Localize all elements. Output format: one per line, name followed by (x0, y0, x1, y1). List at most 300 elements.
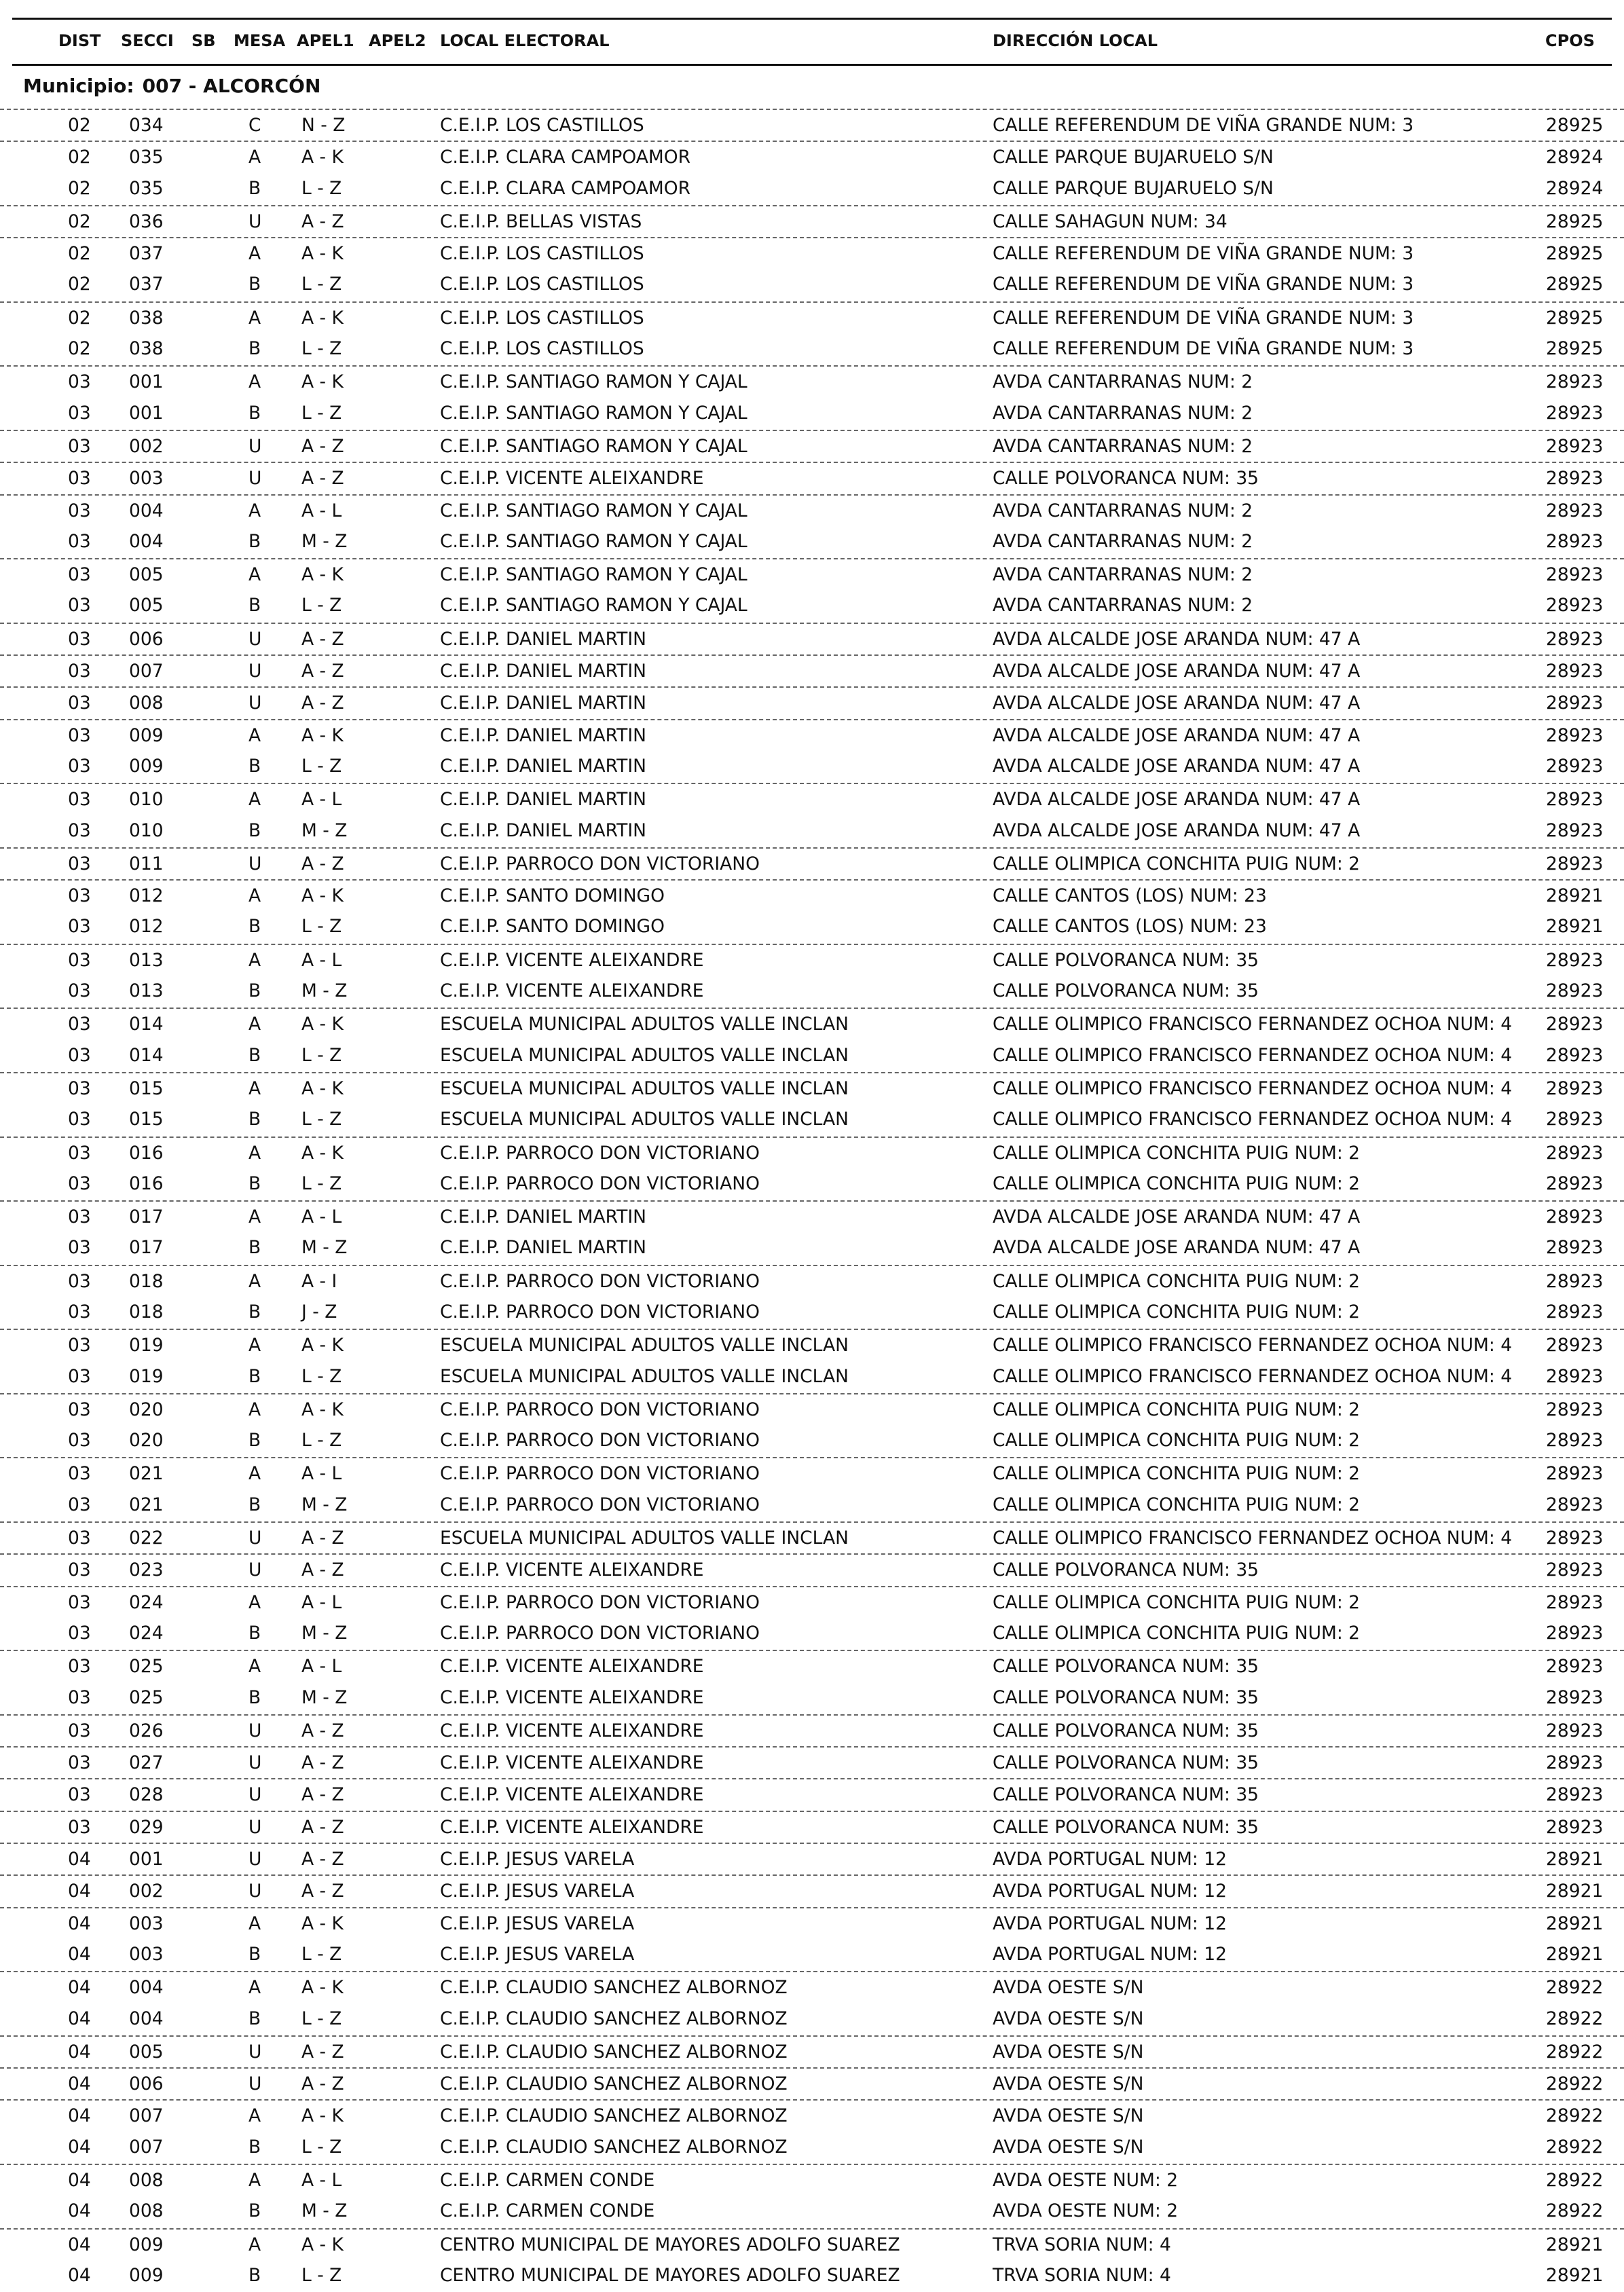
cell-direccion: CALLE OLIMPICO FRANCISCO FERNANDEZ OCHOA NUM: 4 (993, 1014, 1513, 1035)
cell-local: C.E.I.P. DANIEL MARTIN (440, 692, 646, 714)
cell-secci: 037 (129, 243, 164, 265)
cell-direccion: CALLE REFERENDUM DE VIÑA GRANDE NUM: 3 (993, 274, 1414, 295)
cell-secci: 034 (129, 115, 164, 136)
cell-secci: 024 (129, 1622, 164, 1644)
cell-secci: 004 (129, 2008, 164, 2029)
cell-apel1: A - L (301, 2170, 342, 2191)
cell-dist: 03 (68, 949, 91, 971)
cell-cpos: 28923 (1546, 500, 1604, 521)
table-row (0, 2099, 1624, 2131)
cell-secci: 001 (129, 1849, 164, 1870)
cell-secci: 009 (129, 755, 164, 777)
cell-apel1: A - K (301, 564, 344, 586)
table-row (0, 462, 1624, 494)
table-row (0, 365, 1624, 397)
cell-cpos: 28923 (1546, 1784, 1604, 1806)
cell-sb: B (248, 1301, 261, 1323)
cell-secci: 016 (129, 1172, 164, 1194)
cell-cpos: 28923 (1546, 628, 1604, 650)
cell-secci: 016 (129, 1142, 164, 1164)
cell-cpos: 28925 (1546, 338, 1604, 360)
cell-cpos: 28923 (1546, 949, 1604, 971)
table-row (0, 2003, 1624, 2035)
cell-secci: 011 (129, 853, 164, 874)
cell-apel1: L - Z (301, 595, 342, 616)
cell-direccion: CALLE OLIMPICA CONCHITA PUIG NUM: 2 (993, 1622, 1361, 1644)
header-apel2: APEL2 (369, 31, 426, 50)
cell-direccion: AVDA OESTE NUM: 2 (993, 2170, 1179, 2191)
cell-secci: 023 (129, 1559, 164, 1581)
cell-cpos: 28923 (1546, 1044, 1604, 1066)
table-row (0, 237, 1624, 269)
cell-apel1: M - Z (301, 530, 348, 552)
cell-dist: 03 (68, 1014, 91, 1035)
cell-local: C.E.I.P. PARROCO DON VICTORIANO (440, 1494, 760, 1515)
cell-local: C.E.I.P. DANIEL MARTIN (440, 1237, 646, 1259)
cell-local: C.E.I.P. CLAUDIO SANCHEZ ALBORNOZ (440, 2041, 788, 2063)
cell-cpos: 28923 (1546, 1720, 1604, 1741)
cell-apel1: A - K (301, 1912, 344, 1934)
table-row (0, 109, 1624, 141)
cell-apel1: L - Z (301, 1044, 342, 1066)
cell-sb: U (248, 1720, 262, 1741)
cell-cpos: 28922 (1546, 1977, 1604, 1999)
cell-sb: B (248, 1430, 261, 1452)
cell-cpos: 28923 (1546, 1142, 1604, 1164)
header-rule (12, 64, 1612, 66)
cell-apel1: A - L (301, 1463, 342, 1485)
cell-apel1: L - Z (301, 338, 342, 360)
cell-apel1: A - K (301, 1077, 344, 1099)
cell-secci: 004 (129, 1977, 164, 1999)
cell-secci: 038 (129, 307, 164, 329)
cell-direccion: AVDA OESTE S/N (993, 2041, 1144, 2063)
cell-secci: 005 (129, 564, 164, 586)
table-row (0, 494, 1624, 526)
table-row (0, 398, 1624, 430)
table-header (0, 29, 1624, 53)
cell-cpos: 28923 (1546, 1077, 1604, 1099)
cell-secci: 009 (129, 2264, 164, 2286)
cell-secci: 001 (129, 371, 164, 393)
cell-sb: A (248, 307, 261, 329)
table-row (0, 1521, 1624, 1553)
table-row (0, 1714, 1624, 1746)
cell-cpos: 28923 (1546, 1172, 1604, 1194)
cell-sb: A (248, 1077, 261, 1099)
cell-direccion: CALLE PARQUE BUJARUELO S/N (993, 177, 1274, 199)
cell-local: ESCUELA MUNICIPAL ADULTOS VALLE INCLAN (440, 1365, 849, 1387)
table-row (0, 1778, 1624, 1810)
cell-direccion: AVDA ALCALDE JOSE ARANDA NUM: 47 A (993, 789, 1361, 811)
cell-dist: 02 (68, 243, 91, 265)
cell-local: C.E.I.P. LOS CASTILLOS (440, 307, 644, 329)
cell-sb: U (248, 853, 262, 874)
cell-local: C.E.I.P. VICENTE ALEIXANDRE (440, 1784, 704, 1806)
cell-secci: 009 (129, 724, 164, 746)
cell-sb: U (248, 1784, 262, 1806)
cell-sb: B (248, 2136, 261, 2158)
cell-apel1: A - K (301, 2105, 344, 2127)
cell-apel1: A - Z (301, 210, 344, 232)
cell-dist: 03 (68, 1365, 91, 1387)
cell-sb: B (248, 2264, 261, 2286)
cell-dist: 03 (68, 1656, 91, 1678)
cell-direccion: CALLE POLVORANCA NUM: 35 (993, 949, 1259, 971)
table-row (0, 1393, 1624, 1425)
cell-cpos: 28923 (1546, 1463, 1604, 1485)
cell-direccion: TRVA SORIA NUM: 4 (993, 2234, 1171, 2255)
cell-secci: 018 (129, 1270, 164, 1292)
table-row (0, 2260, 1624, 2292)
cell-sb: U (248, 661, 262, 682)
cell-dist: 03 (68, 853, 91, 874)
cell-sb: A (248, 1270, 261, 1292)
cell-apel1: A - Z (301, 1720, 344, 1741)
header-cpos: CPOS (1545, 31, 1595, 50)
cell-apel1: A - Z (301, 2041, 344, 2063)
cell-apel1: M - Z (301, 980, 348, 1002)
table-body (0, 109, 1624, 2292)
cell-direccion: AVDA PORTUGAL NUM: 12 (993, 1849, 1227, 1870)
table-row (0, 1843, 1624, 1874)
cell-sb: B (248, 1686, 261, 1708)
cell-cpos: 28921 (1546, 916, 1604, 938)
cell-direccion: AVDA PORTUGAL NUM: 12 (993, 1912, 1227, 1934)
table-row (0, 1104, 1624, 1136)
cell-apel1: A - Z (301, 1816, 344, 1838)
cell-cpos: 28921 (1546, 1943, 1604, 1965)
cell-local: ESCUELA MUNICIPAL ADULTOS VALLE INCLAN (440, 1014, 849, 1035)
cell-cpos: 28923 (1546, 853, 1604, 874)
cell-sb: B (248, 177, 261, 199)
cell-secci: 008 (129, 692, 164, 714)
cell-dist: 03 (68, 819, 91, 841)
cell-local: ESCUELA MUNICIPAL ADULTOS VALLE INCLAN (440, 1335, 849, 1356)
cell-cpos: 28923 (1546, 1014, 1604, 1035)
cell-sb: B (248, 1044, 261, 1066)
cell-local: C.E.I.P. PARROCO DON VICTORIANO (440, 1142, 760, 1164)
cell-sb: U (248, 1559, 262, 1581)
cell-local: C.E.I.P. DANIEL MARTIN (440, 628, 646, 650)
cell-dist: 04 (68, 2073, 91, 2095)
table-row (0, 944, 1624, 976)
cell-apel1: A - L (301, 789, 342, 811)
cell-local: C.E.I.P. DANIEL MARTIN (440, 661, 646, 682)
cell-local: C.E.I.P. PARROCO DON VICTORIANO (440, 1463, 760, 1485)
cell-apel1: A - Z (301, 1559, 344, 1581)
cell-secci: 020 (129, 1399, 164, 1420)
cell-apel1: L - Z (301, 2008, 342, 2029)
cell-sb: B (248, 530, 261, 552)
cell-dist: 03 (68, 468, 91, 489)
cell-apel1: A - Z (301, 1881, 344, 1902)
table-row (0, 1072, 1624, 1104)
cell-sb: U (248, 210, 262, 232)
cell-cpos: 28923 (1546, 371, 1604, 393)
cell-apel1: L - Z (301, 402, 342, 424)
cell-local: C.E.I.P. JESUS VARELA (440, 1943, 635, 1965)
cell-sb: U (248, 628, 262, 650)
cell-dist: 03 (68, 916, 91, 938)
table-row (0, 654, 1624, 686)
cell-dist: 03 (68, 1784, 91, 1806)
cell-direccion: CALLE REFERENDUM DE VIÑA GRANDE NUM: 3 (993, 115, 1414, 136)
cell-cpos: 28922 (1546, 2008, 1604, 2029)
cell-cpos: 28923 (1546, 530, 1604, 552)
cell-sb: A (248, 2234, 261, 2255)
cell-direccion: AVDA OESTE S/N (993, 2073, 1144, 2095)
table-row (0, 1425, 1624, 1457)
cell-apel1: A - K (301, 1977, 344, 1999)
cell-cpos: 28925 (1546, 210, 1604, 232)
cell-sb: U (248, 435, 262, 457)
cell-dist: 03 (68, 371, 91, 393)
cell-dist: 03 (68, 595, 91, 616)
table-row (0, 719, 1624, 751)
cell-secci: 025 (129, 1656, 164, 1678)
cell-secci: 022 (129, 1528, 164, 1549)
table-row (0, 1490, 1624, 1521)
cell-cpos: 28923 (1546, 595, 1604, 616)
cell-local: C.E.I.P. VICENTE ALEIXANDRE (440, 980, 704, 1002)
table-row (0, 2132, 1624, 2164)
cell-sb: B (248, 402, 261, 424)
cell-direccion: AVDA CANTARRANAS NUM: 2 (993, 402, 1253, 424)
cell-secci: 002 (129, 1881, 164, 1902)
cell-sb: A (248, 1463, 261, 1485)
cell-local: C.E.I.P. BELLAS VISTAS (440, 210, 642, 232)
table-row (0, 1650, 1624, 1682)
cell-secci: 009 (129, 2234, 164, 2255)
cell-apel1: L - Z (301, 274, 342, 295)
cell-apel1: A - K (301, 147, 344, 168)
cell-cpos: 28923 (1546, 1686, 1604, 1708)
cell-direccion: AVDA PORTUGAL NUM: 12 (993, 1881, 1227, 1902)
cell-cpos: 28923 (1546, 1109, 1604, 1130)
cell-secci: 010 (129, 819, 164, 841)
cell-apel1: A - K (301, 885, 344, 907)
cell-local: C.E.I.P. CLAUDIO SANCHEZ ALBORNOZ (440, 2073, 788, 2095)
cell-apel1: M - Z (301, 1237, 348, 1259)
cell-dist: 03 (68, 1142, 91, 1164)
cell-direccion: CALLE OLIMPICA CONCHITA PUIG NUM: 2 (993, 1463, 1361, 1485)
cell-direccion: CALLE POLVORANCA NUM: 35 (993, 468, 1259, 489)
cell-direccion: CALLE OLIMPICO FRANCISCO FERNANDEZ OCHOA NUM: 4 (993, 1335, 1513, 1356)
cell-direccion: CALLE OLIMPICO FRANCISCO FERNANDEZ OCHOA NUM: 4 (993, 1077, 1513, 1099)
cell-dist: 04 (68, 2008, 91, 2029)
cell-direccion: AVDA OESTE S/N (993, 2008, 1144, 2029)
cell-cpos: 28922 (1546, 2041, 1604, 2063)
cell-secci: 025 (129, 1686, 164, 1708)
cell-sb: A (248, 885, 261, 907)
cell-cpos: 28922 (1546, 2105, 1604, 2127)
cell-apel1: L - Z (301, 2136, 342, 2158)
cell-direccion: CALLE POLVORANCA NUM: 35 (993, 1656, 1259, 1678)
cell-apel1: A - Z (301, 661, 344, 682)
header-mesa: MESA (234, 31, 286, 50)
table-row (0, 558, 1624, 590)
cell-secci: 008 (129, 2200, 164, 2222)
table-row (0, 1457, 1624, 1489)
cell-secci: 005 (129, 595, 164, 616)
cell-cpos: 28922 (1546, 2073, 1604, 2095)
table-row (0, 590, 1624, 622)
cell-local: C.E.I.P. SANTIAGO RAMON Y CAJAL (440, 402, 748, 424)
table-row (0, 783, 1624, 815)
cell-secci: 013 (129, 949, 164, 971)
table-row (0, 976, 1624, 1008)
cell-dist: 04 (68, 2170, 91, 2191)
table-row (0, 430, 1624, 462)
cell-direccion: CALLE CANTOS (LOS) NUM: 23 (993, 885, 1267, 907)
cell-cpos: 28923 (1546, 1399, 1604, 1420)
cell-dist: 03 (68, 1720, 91, 1741)
cell-secci: 019 (129, 1365, 164, 1387)
cell-secci: 027 (129, 1752, 164, 1774)
cell-secci: 007 (129, 661, 164, 682)
cell-sb: A (248, 1335, 261, 1356)
cell-dist: 03 (68, 1559, 91, 1581)
cell-cpos: 28923 (1546, 1494, 1604, 1515)
cell-apel1: A - Z (301, 468, 344, 489)
cell-cpos: 28923 (1546, 661, 1604, 682)
table-row (0, 1618, 1624, 1650)
cell-secci: 007 (129, 2105, 164, 2127)
cell-local: C.E.I.P. JESUS VARELA (440, 1912, 635, 1934)
cell-apel1: L - Z (301, 1430, 342, 1452)
cell-direccion: CALLE SAHAGUN NUM: 34 (993, 210, 1228, 232)
cell-sb: U (248, 1816, 262, 1838)
cell-cpos: 28921 (1546, 2234, 1604, 2255)
cell-dist: 03 (68, 755, 91, 777)
municipio-value: 007 - ALCORCÓN (142, 75, 321, 97)
table-row (0, 1297, 1624, 1329)
cell-apel1: A - K (301, 307, 344, 329)
table-row (0, 1040, 1624, 1072)
header-direccion: DIRECCIÓN LOCAL (993, 31, 1158, 50)
table-row (0, 333, 1624, 365)
cell-cpos: 28922 (1546, 2200, 1604, 2222)
cell-cpos: 28923 (1546, 755, 1604, 777)
cell-direccion: CALLE POLVORANCA NUM: 35 (993, 1784, 1259, 1806)
cell-local: C.E.I.P. LOS CASTILLOS (440, 274, 644, 295)
cell-apel1: J - Z (301, 1301, 337, 1323)
table-row (0, 301, 1624, 333)
cell-dist: 03 (68, 1591, 91, 1613)
cell-local: C.E.I.P. PARROCO DON VICTORIANO (440, 1301, 760, 1323)
cell-cpos: 28923 (1546, 789, 1604, 811)
cell-sb: B (248, 755, 261, 777)
cell-cpos: 28921 (1546, 2264, 1604, 2286)
cell-sb: B (248, 1172, 261, 1194)
cell-secci: 003 (129, 468, 164, 489)
cell-secci: 021 (129, 1494, 164, 1515)
cell-local: C.E.I.P. CLARA CAMPOAMOR (440, 147, 691, 168)
cell-apel1: L - Z (301, 1172, 342, 1194)
cell-cpos: 28922 (1546, 2170, 1604, 2191)
cell-apel1: L - Z (301, 1109, 342, 1130)
header-secci: SECCI (121, 31, 174, 50)
table-row (0, 1200, 1624, 1232)
cell-dist: 03 (68, 1270, 91, 1292)
cell-local: C.E.I.P. SANTIAGO RAMON Y CAJAL (440, 500, 748, 521)
cell-cpos: 28921 (1546, 1849, 1604, 1870)
cell-direccion: CALLE OLIMPICO FRANCISCO FERNANDEZ OCHOA NUM: 4 (993, 1044, 1513, 1066)
cell-local: C.E.I.P. SANTO DOMINGO (440, 885, 665, 907)
cell-direccion: AVDA ALCALDE JOSE ARANDA NUM: 47 A (993, 1206, 1361, 1228)
cell-cpos: 28923 (1546, 564, 1604, 586)
table-row (0, 1811, 1624, 1843)
cell-direccion: AVDA ALCALDE JOSE ARANDA NUM: 47 A (993, 661, 1361, 682)
cell-direccion: CALLE OLIMPICO FRANCISCO FERNANDEZ OCHOA NUM: 4 (993, 1365, 1513, 1387)
cell-local: C.E.I.P. CLAUDIO SANCHEZ ALBORNOZ (440, 2105, 788, 2127)
cell-apel1: A - Z (301, 1528, 344, 1549)
cell-sb: A (248, 2105, 261, 2127)
cell-apel1: A - K (301, 1014, 344, 1035)
cell-local: C.E.I.P. DANIEL MARTIN (440, 819, 646, 841)
table-row (0, 1907, 1624, 1939)
cell-cpos: 28925 (1546, 274, 1604, 295)
cell-local: C.E.I.P. SANTIAGO RAMON Y CAJAL (440, 530, 748, 552)
cell-cpos: 28923 (1546, 1528, 1604, 1549)
cell-cpos: 28925 (1546, 307, 1604, 329)
header-local: LOCAL ELECTORAL (440, 31, 610, 50)
table-row (0, 1136, 1624, 1168)
table-row (0, 2164, 1624, 2196)
cell-sb: A (248, 724, 261, 746)
cell-apel1: A - K (301, 1399, 344, 1420)
cell-sb: A (248, 147, 261, 168)
cell-cpos: 28924 (1546, 177, 1604, 199)
cell-dist: 02 (68, 210, 91, 232)
cell-local: C.E.I.P. VICENTE ALEIXANDRE (440, 468, 704, 489)
cell-secci: 007 (129, 2136, 164, 2158)
cell-dist: 03 (68, 1237, 91, 1259)
cell-dist: 03 (68, 435, 91, 457)
cell-direccion: CALLE REFERENDUM DE VIÑA GRANDE NUM: 3 (993, 338, 1414, 360)
cell-local: C.E.I.P. PARROCO DON VICTORIANO (440, 1399, 760, 1420)
table-row (0, 2196, 1624, 2228)
cell-cpos: 28925 (1546, 243, 1604, 265)
cell-apel1: L - Z (301, 1365, 342, 1387)
top-rule (12, 18, 1612, 20)
cell-direccion: AVDA CANTARRANAS NUM: 2 (993, 595, 1253, 616)
cell-secci: 019 (129, 1335, 164, 1356)
cell-direccion: CALLE POLVORANCA NUM: 35 (993, 1686, 1259, 1708)
cell-direccion: AVDA ALCALDE JOSE ARANDA NUM: 47 A (993, 724, 1361, 746)
table-row (0, 1168, 1624, 1200)
cell-direccion: AVDA CANTARRANAS NUM: 2 (993, 371, 1253, 393)
table-row (0, 686, 1624, 718)
cell-local: C.E.I.P. SANTIAGO RAMON Y CAJAL (440, 371, 748, 393)
table-row (0, 1008, 1624, 1039)
table-row (0, 173, 1624, 205)
cell-dist: 04 (68, 1977, 91, 1999)
cell-sb: A (248, 949, 261, 971)
cell-secci: 038 (129, 338, 164, 360)
cell-direccion: AVDA PORTUGAL NUM: 12 (993, 1943, 1227, 1965)
table-row (0, 205, 1624, 237)
cell-apel1: A - L (301, 949, 342, 971)
cell-direccion: CALLE OLIMPICO FRANCISCO FERNANDEZ OCHOA NUM: 4 (993, 1109, 1513, 1130)
cell-local: C.E.I.P. LOS CASTILLOS (440, 338, 644, 360)
cell-direccion: CALLE OLIMPICA CONCHITA PUIG NUM: 2 (993, 853, 1361, 874)
cell-secci: 035 (129, 147, 164, 168)
cell-sb: B (248, 1109, 261, 1130)
cell-sb: A (248, 1206, 261, 1228)
cell-sb: U (248, 1752, 262, 1774)
